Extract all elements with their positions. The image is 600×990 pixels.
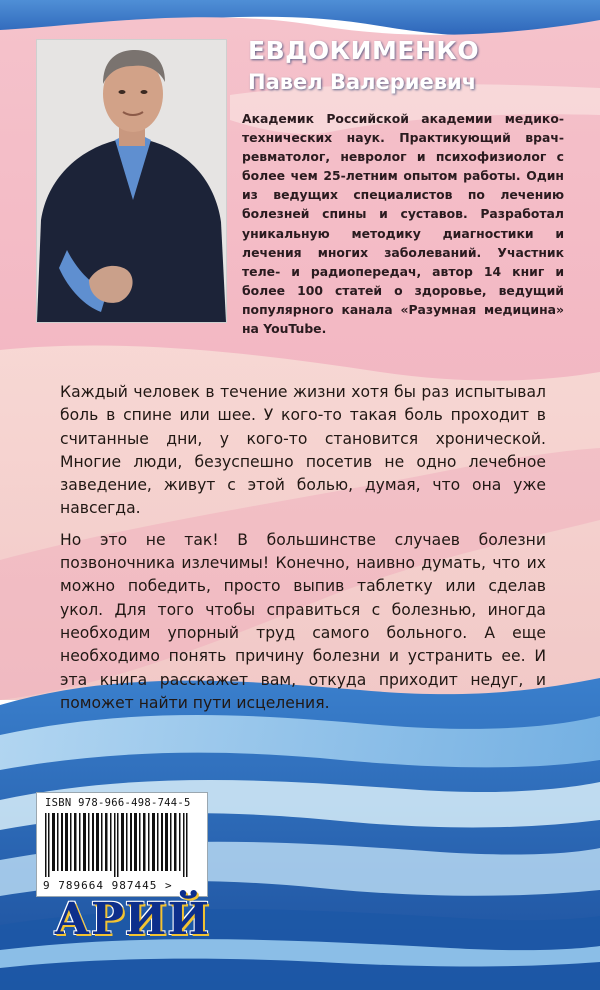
isbn-label: ISBN 978-966-498-744-5 — [45, 797, 191, 809]
description-paragraph-2: Но это не так! В большинстве случаев болезни позвоночника излечимы! Конечно, наивно думать, что их можно победить, просто выпив таблетку или сделав укол. Для того чтобы справиться с болезнью, иногда необходим упорный труд самого больного. А еще необходимо понять причину болезни и устранить ее. И эта книга расскажет вам, откуда приходит недуг, и поможет найти пути исцеления. — [60, 530, 546, 712]
author-bio: Академик Российской академии медико-технических наук. Практикующий врач-ревматолог, невролог и психофизиолог с более чем 25-летним опытом работы. Один из ведущих специалистов по лечению болезней спины и суставов. Разработал уникальную методику диагностики и лечения многих заболеваний. Участник теле- и радиопередач, автор 14 книг и более 100 статей о здоровье, ведущий популярного канала «Разумная медицина» на YouTube. — [242, 111, 564, 337]
author-photo — [37, 40, 226, 322]
book-description — [60, 381, 546, 715]
barcode-number: 9 789664 987445 > — [43, 879, 173, 892]
publisher-logo: АРИЙ — [54, 894, 211, 945]
description-paragraph-1: Каждый человек в течение жизни хотя бы раз испытывал боль в спине или шее. У кого-то такая боль проходит в считанные дни, у кого-то становится хронической. Многие люди, безуспешно посетив не одно лечебное заведение, живут с этой болью, думая, что она уже навсегда. — [60, 383, 546, 518]
isbn-barcode — [36, 792, 208, 897]
barcode-bars — [43, 813, 201, 877]
author-surname: ЕВДОКИМЕНКО — [248, 36, 480, 65]
author-given-names: Павел Валериевич — [248, 70, 477, 94]
